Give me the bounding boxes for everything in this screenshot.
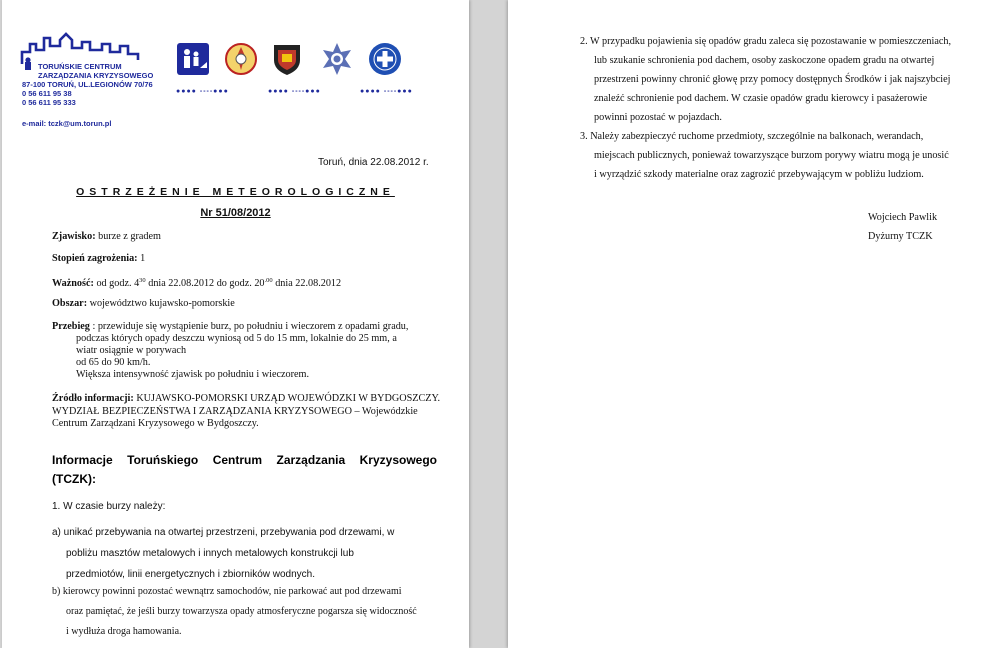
field-source: Źródło informacji: KUJAWSKO-POMORSKI URZĄD WOJEWÓDZKI W BYDGOSZCZY. WYDZIAŁ BEZPIECZEŃSTWA I ZARZĄDZANIA KRYZYSOWEGO – Wojewódzkie Centrum Zarządzani Kryzysowego w Bydgoszczy. — [52, 393, 441, 429]
org-phone-2: 0 56 611 95 333 — [22, 98, 76, 107]
org-address: 87-100 TORUŃ, UL.LEGIONÓW 70/76 — [22, 80, 153, 89]
org-email: e-mail: tczk@um.torun.pl — [22, 119, 112, 128]
signature-role: Dyżurny TCZK — [868, 231, 933, 242]
emergency-services-emblems — [176, 42, 446, 98]
point-2: 2. W przypadku pojawienia się opadów gradu zaleca się pozostawanie w pomieszczeniach, lub szukanie schronienia pod dachem, osoby zaskoczone opadem gradu na otwartej przestrzeni powinny chronić głowę przy pomocy dostępnych Środków i jak najszybciej znaleźć schronienie pod dachem. W czasie opadów gradu kierowcy i pasażerowie powinni pozostać w pojazdach. — [580, 36, 952, 123]
document-page-2 — [508, 0, 1000, 648]
warning-number: Nr 51/08/2012 — [200, 207, 271, 219]
document-date: Toruń, dnia 22.08.2012 r. — [318, 157, 429, 168]
document-page-1 — [2, 0, 469, 648]
info-heading: Informacje Toruńskiego Centrum Zarządzania Kryzysowego — [52, 453, 437, 467]
point-3: 3. Należy zabezpieczyć ruchome przedmioty, szczególnie na balkonach, werandach, miejscach publicznych, ponieważ towarzyszące burzom porywy wiatru mogą je unosić i wyrządzić szkody materialne oraz zagrozić przebywającym w pobliżu ludziom. — [580, 131, 949, 180]
document-title: OSTRZEŻENIE METEOROLOGICZNE — [76, 186, 395, 198]
field-phenomenon: Zjawisko: burze z gradem — [52, 231, 161, 242]
field-threat-level: Stopień zagrożenia: 1 — [52, 253, 146, 264]
signature-name: Wojciech Pawlik — [868, 212, 938, 223]
emblem-dots-1: ●●●● ----●●● — [176, 88, 229, 95]
city-guard-emblem-icon — [270, 42, 304, 76]
org-name-line2: ZARZĄDZANIA KRYZYSOWEGO — [38, 71, 154, 80]
field-validity: Ważność: od godz. $4^{30}$ dnia 22.08.2012 do godz. $20^{.00}$ dnia 22.08.2012 — [52, 277, 342, 289]
field-course: Przebieg : przewiduje się wystąpienie burz, po południu i wieczorem z opadami gradu, podczas których opady deszczu wyniosą od 5 do 15 mm, lokalnie do 25 mm, a wiatr osiągnie w porywach od 65 do 90 km/h. Większa intensywność zjawisk po południu i wieczorem. — [52, 321, 409, 380]
family-icon — [176, 42, 210, 76]
info-heading-tail: (TCZK): — [52, 472, 96, 486]
org-name-line1: TORUŃSKIE CENTRUM — [38, 62, 122, 71]
point-1: 1. W czasie burzy należy: — [52, 501, 166, 512]
org-phone-1: 0 56 611 95 38 — [22, 89, 72, 98]
ambulance-emblem-icon — [368, 42, 402, 76]
signature-block — [868, 208, 937, 246]
emblem-dots-2: ●●●● ----●●● — [268, 88, 321, 95]
point-1b: b) kierowcy powinni pozostać wewnątrz samochodów, nie parkować aut pod drzewami oraz pamiętać, że jeśli burzy towarzysza opady atmosferyczne pogarsza się widoczność i wydłuża droga hamowania. — [52, 586, 417, 637]
emblem-dots-3: ●●●● ----●●● — [360, 88, 413, 95]
police-emblem-icon — [320, 42, 354, 76]
field-area: Obszar: województwo kujawsko-pomorskie — [52, 298, 235, 309]
organization-details — [22, 62, 162, 128]
fire-service-emblem-icon — [224, 42, 258, 76]
point-1a: a) unikać przebywania na otwartej przestrzeni, przebywania pod drzewami, w pobliżu masztów metalowych i innych metalowych konstrukcji lub przedmiotów, linii energetycznych i zbiorników wodnych. — [52, 527, 395, 580]
